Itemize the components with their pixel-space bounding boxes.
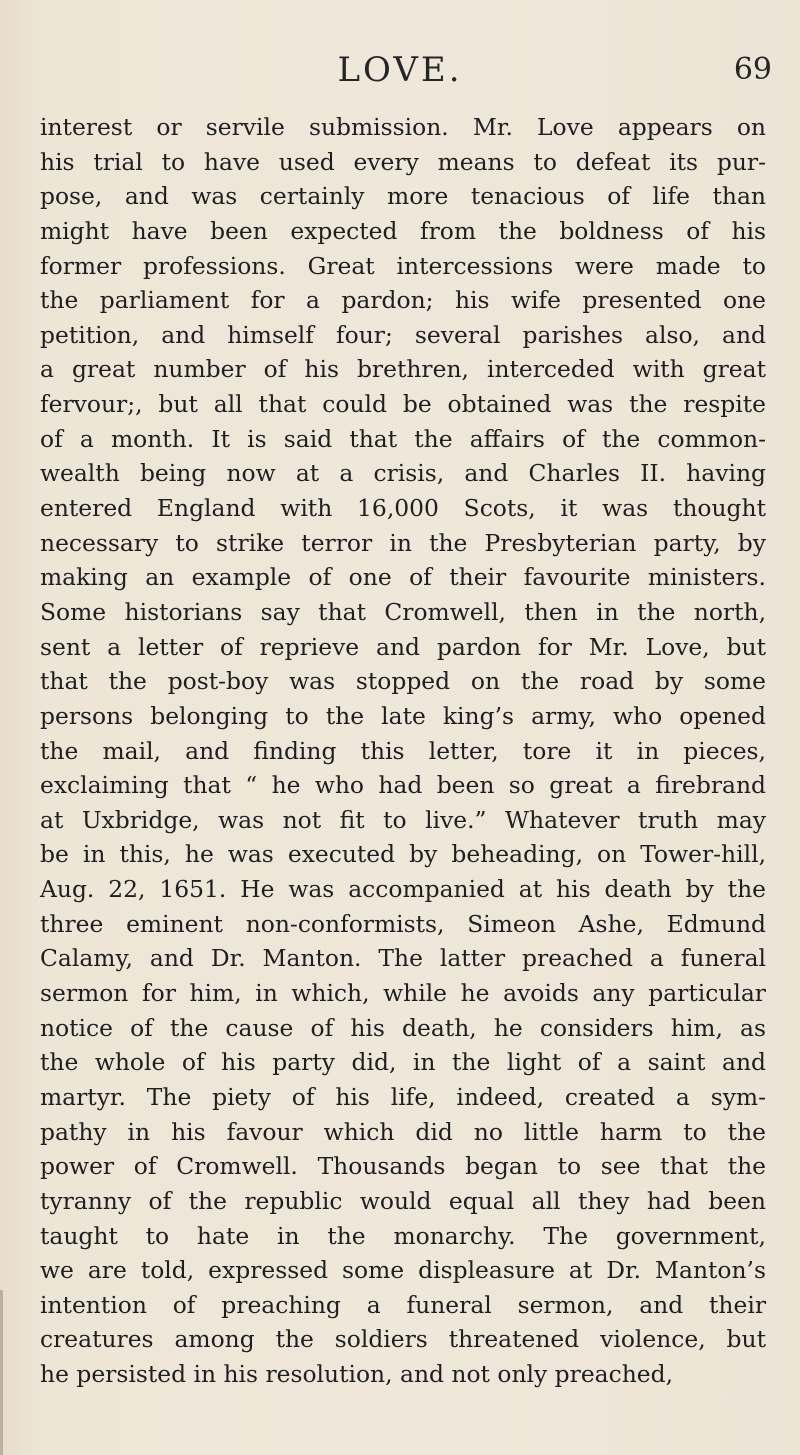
text-line: at Uxbridge, was not fit to live.” Whatever truth may [40, 805, 766, 834]
text-line: might have been expected from the boldness of his [40, 216, 766, 245]
text-line: he persisted in his resolution, and not only preached, [40, 1360, 674, 1389]
text-line: wealth being now at a crisis, and Charles II. having [40, 459, 766, 488]
text-line: his trial to have used every means to defeat its pur- [40, 147, 766, 176]
text-line: former professions. Great intercessions were made to [40, 251, 766, 280]
text-line: the whole of his party did, in the light of a saint and [40, 1048, 766, 1077]
text-line: persons belonging to the late king’s army, who opened [40, 701, 766, 730]
text-line: be in this, he was executed by beheading, on Tower-hill, [40, 840, 766, 869]
text-line: entered England with 16,000 Scots, it was thought [40, 494, 766, 523]
text-line: creatures among the soldiers threatened violence, but [40, 1325, 766, 1354]
text-line: notice of the cause of his death, he considers him, as [40, 1013, 766, 1042]
text-line: Aug. 22, 1651. He was accompanied at his death by the [40, 875, 766, 904]
text-line: of a month. It is said that the affairs of the common- [40, 424, 766, 453]
text-line: interest or servile submission. Mr. Love appears on [40, 113, 766, 141]
text-line: Calamy, and Dr. Manton. The latter preached a funeral [40, 944, 766, 973]
text-line: that the post-boy was stopped on the road by some [40, 667, 766, 696]
text-line: exclaiming that “ he who had been so great a firebrand [40, 771, 766, 800]
text-line: we are told, expressed some displeasure at Dr. Manton’s [40, 1256, 766, 1285]
text-line: pose, and was certainly more tenacious of life than [40, 182, 766, 211]
text-line: fervour;, but all that could be obtained was the respite [40, 390, 766, 419]
text-line: Some historians say that Cromwell, then in the north, [40, 597, 766, 626]
text-line: petition, and himself four; several parishes also, and [40, 320, 766, 349]
page-edge-shadow [0, 1290, 3, 1455]
text-line: taught to hate in the monarchy. The government, [40, 1221, 766, 1250]
text-line: sermon for him, in which, while he avoids any particular [40, 979, 766, 1008]
text-line: sent a letter of reprieve and pardon for Mr. Love, but [40, 632, 766, 661]
page-number: 69 [733, 52, 772, 87]
text-line: pathy in his favour which did no little harm to the [40, 1117, 766, 1146]
text-line: the mail, and finding this letter, tore it in pieces, [40, 736, 766, 765]
text-line: martyr. The piety of his life, indeed, created a sym- [40, 1082, 766, 1111]
running-title: LOVE. [337, 50, 463, 90]
text-line: making an example of one of their favourite ministers. [40, 563, 766, 592]
text-line: the parliament for a pardon; his wife presented one [40, 286, 766, 315]
page-header [0, 46, 800, 94]
text-line: necessary to strike terror in the Presbyterian party, by [40, 528, 766, 557]
text-line: three eminent non-conformists, Simeon Ashe, Edmund [40, 909, 766, 938]
text-line: intention of preaching a funeral sermon, and their [40, 1290, 766, 1319]
body-text [40, 110, 766, 1392]
text-line: a great number of his brethren, interceded with great [40, 355, 766, 384]
text-line: tyranny of the republic would equal all they had been [40, 1186, 766, 1215]
text-line: power of Cromwell. Thousands began to see that the [40, 1152, 766, 1181]
